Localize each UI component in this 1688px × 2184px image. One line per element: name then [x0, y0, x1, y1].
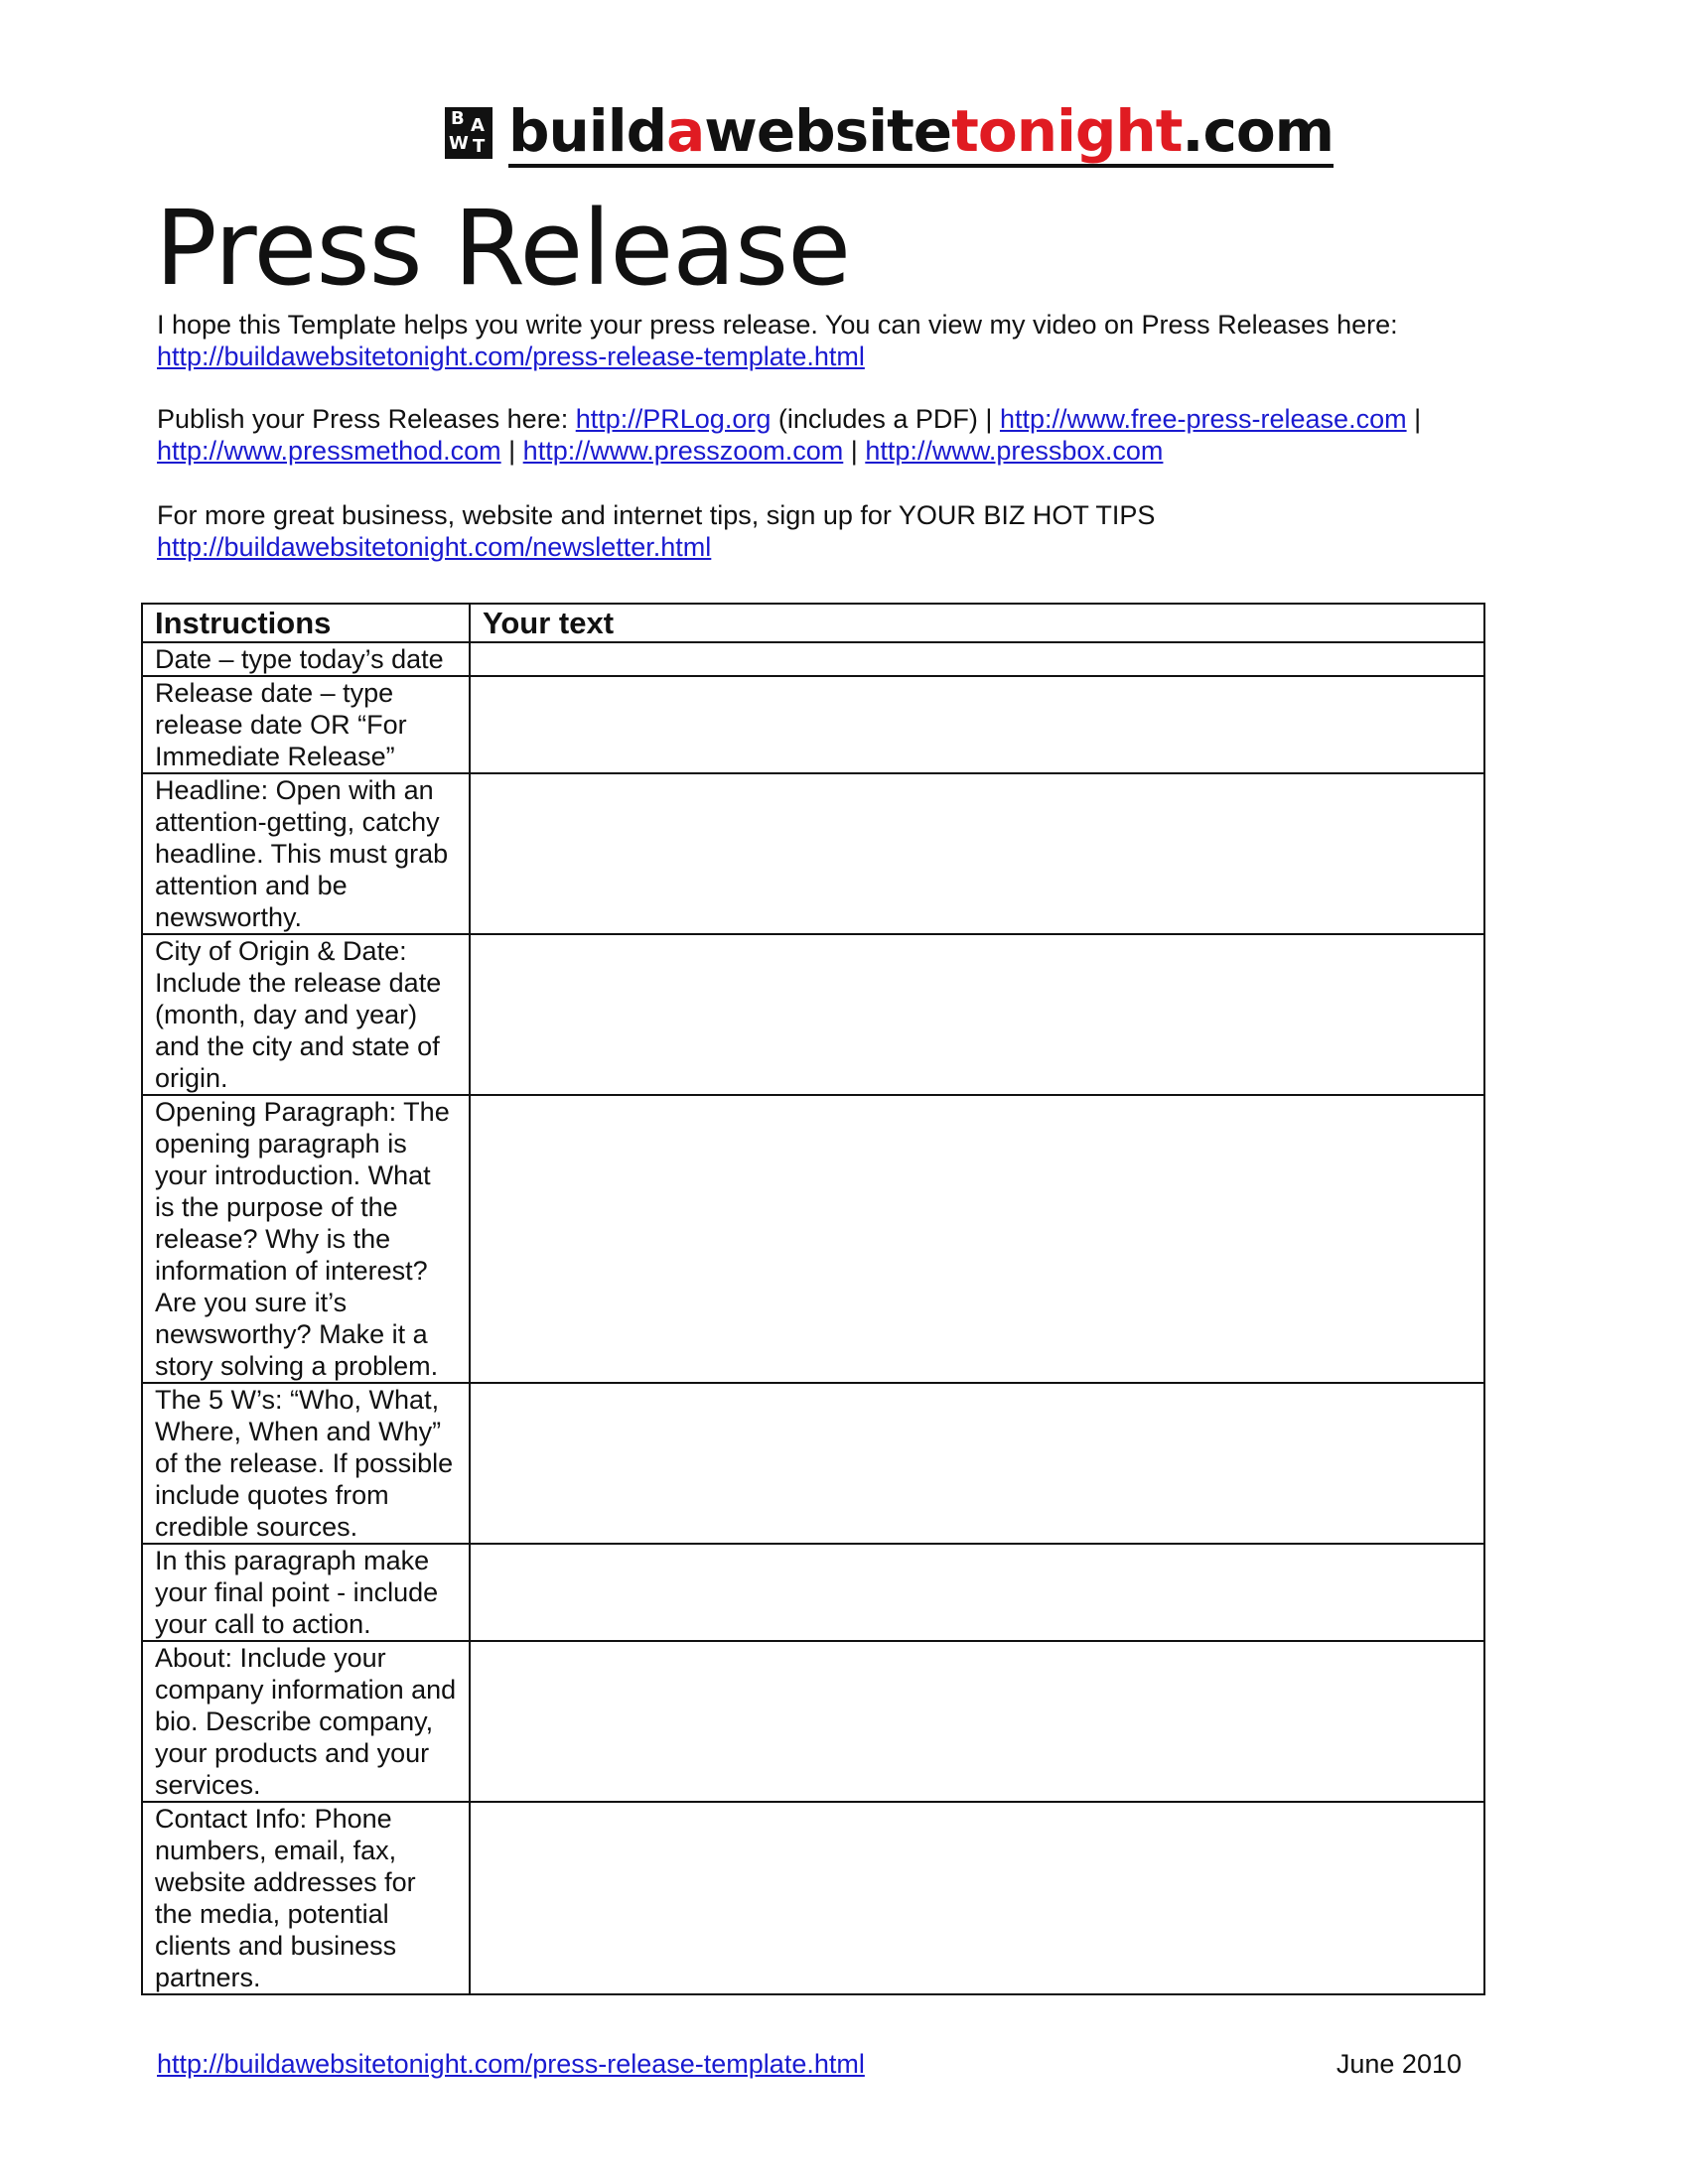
instruction-cell: City of Origin & Date: Include the release date (month, day and year) and the city and state of origin.: [142, 934, 470, 1095]
footer-date: June 2010: [1336, 2049, 1462, 2079]
your-text-cell[interactable]: [470, 676, 1484, 773]
logo-word-part: a: [666, 97, 705, 165]
newsletter-link[interactable]: http://buildawebsitetonight.com/newsletter.html: [157, 532, 712, 562]
instruction-cell: The 5 W’s: “Who, What, Where, When and Why” of the release. If possible include quotes from credible sources.: [142, 1383, 470, 1544]
your-text-cell[interactable]: [470, 1641, 1484, 1802]
logo-word-part: build: [508, 97, 667, 165]
column-header-your-text: Your text: [470, 604, 1484, 642]
publish-separator: |: [500, 436, 523, 466]
table-header-row: [142, 604, 1484, 642]
table-row: [142, 1544, 1484, 1641]
pressbox-link[interactable]: http://www.pressbox.com: [865, 436, 1164, 466]
instruction-cell: Release date – type release date OR “For Immediate Release”: [142, 676, 470, 773]
column-header-instructions: Instructions: [142, 604, 470, 642]
newsletter-text: For more great business, website and internet tips, sign up for YOUR BIZ HOT TIPS: [157, 500, 1156, 530]
prlog-link[interactable]: http://PRLog.org: [575, 404, 772, 434]
instruction-cell: Headline: Open with an attention-getting, catchy headline. This must grab attention and be newsworthy.: [142, 773, 470, 934]
your-text-cell[interactable]: [470, 1095, 1484, 1383]
intro-paragraph-publish: [157, 403, 1487, 467]
table-row: [142, 1641, 1484, 1802]
site-logo[interactable]: [445, 95, 1334, 171]
publish-separator: |: [843, 436, 866, 466]
publish-prefix: Publish your Press Releases here:: [157, 404, 576, 434]
instruction-cell: Opening Paragraph: The opening paragraph is your introduction. What is the purpose of the release? Why is the information of interest? Are you sure it’s newsworthy? Make it a story solving a problem.: [142, 1095, 470, 1383]
table-row: [142, 773, 1484, 934]
logo-mark-letter: B: [451, 108, 465, 129]
pressmethod-link[interactable]: http://www.pressmethod.com: [157, 436, 501, 466]
publish-separator: (includes a PDF) |: [771, 404, 1000, 434]
logo-word-part: website: [704, 97, 952, 165]
your-text-cell[interactable]: [470, 1802, 1484, 1994]
intro-paragraph-video: [157, 309, 1487, 372]
intro-paragraph-newsletter: [157, 499, 1487, 563]
logo-mark-letter: T: [473, 136, 486, 157]
instruction-cell: Contact Info: Phone numbers, email, fax, website addresses for the media, potential clients and business partners.: [142, 1802, 470, 1994]
logo-word-part: .com: [1182, 97, 1335, 165]
your-text-cell[interactable]: [470, 1544, 1484, 1641]
intro-text: I hope this Template helps you write your press release. You can view my video on Press Releases here:: [157, 310, 1398, 340]
table-row: [142, 934, 1484, 1095]
your-text-cell[interactable]: [470, 934, 1484, 1095]
logo-mark-letter: A: [471, 115, 485, 136]
page-title: Press Release: [155, 188, 851, 309]
footer-template-link[interactable]: http://buildawebsitetonight.com/press-release-template.html: [157, 2049, 865, 2079]
logo-word-part: tonight: [951, 97, 1183, 165]
table-row: [142, 1383, 1484, 1544]
table-row: [142, 1802, 1484, 1994]
your-text-cell[interactable]: [470, 642, 1484, 676]
press-release-form-table: [141, 603, 1485, 1995]
logo-mark-letter: W: [449, 133, 469, 154]
free-press-release-link[interactable]: http://www.free-press-release.com: [999, 404, 1407, 434]
instruction-cell: In this paragraph make your final point - include your call to action.: [142, 1544, 470, 1641]
instruction-cell: About: Include your company information and bio. Describe company, your products and your services.: [142, 1641, 470, 1802]
logo-mark-icon: [445, 107, 492, 159]
presszoom-link[interactable]: http://www.presszoom.com: [522, 436, 844, 466]
table-row: [142, 642, 1484, 676]
instruction-cell: Date – type today’s date: [142, 642, 470, 676]
table-row: [142, 676, 1484, 773]
table-row: [142, 1095, 1484, 1383]
your-text-cell[interactable]: [470, 773, 1484, 934]
your-text-cell[interactable]: [470, 1383, 1484, 1544]
publish-separator: |: [1406, 404, 1422, 434]
video-link[interactable]: http://buildawebsitetonight.com/press-release-template.html: [157, 341, 865, 371]
logo-wordmark: [508, 98, 1334, 168]
